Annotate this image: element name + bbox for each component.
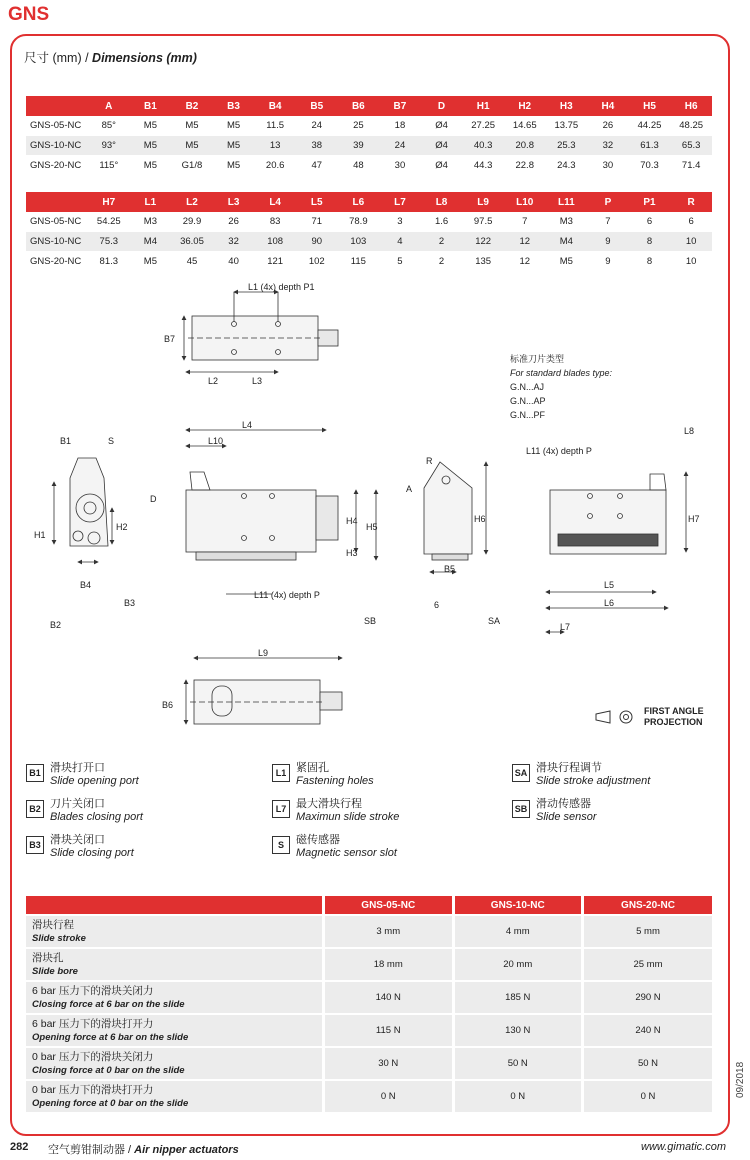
label-l3: L3 [252,376,263,386]
table-cell: 14.65 [504,116,546,136]
spec-row [26,1014,712,1047]
spec-value: 115 N [324,1014,454,1047]
right-view [546,472,686,632]
table-cell: Ø4 [421,156,463,176]
footer-title [48,1141,239,1157]
model-name: GNS-05-NC [26,116,88,136]
legend-item [512,798,597,824]
spec-value: 0 N [453,1080,583,1112]
section-title-cn: 尺寸 (mm) / [24,51,93,65]
column-header: H1 [462,96,504,116]
spec-value: 130 N [453,1014,583,1047]
column-header: H5 [629,96,671,116]
table-row [26,252,712,272]
legend-code: B1 [26,764,44,782]
legend-code: B3 [26,836,44,854]
table-cell: 70.3 [629,156,671,176]
column-header: L3 [213,192,255,212]
table-cell: 30 [587,156,629,176]
label-l7: L7 [560,622,571,632]
spec-label [26,981,324,1014]
table-cell: 38 [296,136,338,156]
spec-row [26,1080,712,1112]
spec-row [26,915,712,948]
projection-line-2: PROJECTION [644,717,703,727]
label-b3: B3 [124,598,136,608]
table-row [26,116,712,136]
table-row [26,212,712,232]
column-header: P1 [629,192,671,212]
spec-label-en: Opening force at 0 bar on the slide [32,1097,189,1109]
legend-cn: 磁传感器 [296,834,340,846]
projection-symbol [594,706,704,728]
model-name: GNS-20-NC [26,156,88,176]
table-cell: 2 [421,232,463,252]
column-header [26,96,88,116]
table-cell: 29.9 [171,212,213,232]
spec-value: 18 mm [324,948,454,981]
model-name: GNS-05-NC [26,212,88,232]
footer-title-cn: 空气剪钳制动器 / [48,1144,135,1156]
spec-value: 140 N [324,981,454,1014]
spec-value: 30 N [324,1047,454,1080]
table-cell: 71 [296,212,338,232]
table-cell: 71.4 [670,156,712,176]
projection-line-1: FIRST ANGLE [644,706,704,716]
column-header: L8 [421,192,463,212]
page-number: 282 [10,1141,29,1153]
column-header: B3 [213,96,255,116]
table-cell: 47 [296,156,338,176]
table-cell: 93° [88,136,130,156]
column-header: B7 [379,96,421,116]
table-cell: 81.3 [88,252,130,272]
label-l6: L6 [604,598,615,608]
table-cell: 12 [504,252,546,272]
table-cell: 20.8 [504,136,546,156]
table-cell: 102 [296,252,338,272]
table-cell: 30 [379,156,421,176]
label-h7: H7 [688,514,700,524]
spec-column-header [26,896,324,915]
spec-value: 25 mm [583,948,713,981]
table-cell: 10 [670,252,712,272]
label-b4: B4 [80,580,92,590]
column-header: L7 [379,192,421,212]
label-d: D [150,494,157,504]
footer-url[interactable]: www.gimatic.com [641,1141,726,1153]
table-cell: 121 [254,252,296,272]
model-name: GNS-10-NC [26,136,88,156]
spec-label [26,1047,324,1080]
table-cell: M4 [130,232,172,252]
section-title-en: Dimensions (mm) [92,51,197,65]
label-l1-depth: L1 (4x) depth P1 [248,282,315,292]
table-cell: 97.5 [462,212,504,232]
legend-item [26,762,139,788]
table-cell: 48.25 [670,116,712,136]
table-cell: 40.3 [462,136,504,156]
spec-label [26,948,324,981]
label-b5: B5 [444,564,456,574]
table-cell: 40 [213,252,255,272]
table-cell: G1/8 [171,156,213,176]
table-cell: 5 [379,252,421,272]
legend-en: Maximun slide stroke [296,811,400,823]
table-cell: 32 [587,136,629,156]
column-header: A [88,96,130,116]
spec-value: 3 mm [324,915,454,948]
column-header: D [421,96,463,116]
legend-item [272,834,397,860]
label-sa: SA [488,616,501,626]
legend-en: Fastening holes [296,775,374,787]
table-cell: 4 [379,232,421,252]
column-header: L9 [462,192,504,212]
table-cell: 78.9 [338,212,380,232]
table-cell: Ø4 [421,136,463,156]
column-header: B4 [254,96,296,116]
table-cell: 9 [587,232,629,252]
label-l5: L5 [604,580,615,590]
legend-code: L1 [272,764,290,782]
label-blades-en: For standard blades type: [510,368,613,378]
label-h4: H4 [346,516,358,526]
label-b7: B7 [164,334,176,344]
legend-cn: 滑块打开口 [50,762,105,774]
legend-cn: 最大滑块行程 [296,798,362,810]
legend-en: Blades closing port [50,811,143,823]
table-cell: M5 [171,116,213,136]
legend-cn: 滑块关闭口 [50,834,105,846]
spec-value: 0 N [583,1080,713,1112]
technical-drawings [26,282,716,742]
footer-title-en: Air nipper actuators [134,1144,239,1156]
table-cell: 115° [88,156,130,176]
spec-row [26,1047,712,1080]
spec-label-en: Slide bore [32,965,78,977]
column-header: L1 [130,192,172,212]
spec-label-cn: 6 bar 压力下的滑块打开力 [32,1017,154,1030]
document-date: 09/2018 [735,1061,746,1098]
table-cell: M5 [213,116,255,136]
legend-cn: 滑动传感器 [536,798,591,810]
legend-en: Slide opening port [50,775,139,787]
label-b6: B6 [162,700,174,710]
table-cell: 20.6 [254,156,296,176]
table-cell: 83 [254,212,296,232]
model-name: GNS-20-NC [26,252,88,272]
table-cell: 6 [670,212,712,232]
spec-value: 50 N [453,1047,583,1080]
spec-label-en: Slide stroke [32,932,86,944]
table-cell: 26 [213,212,255,232]
table-cell: 32 [213,232,255,252]
spec-column-header: GNS-10-NC [453,896,583,915]
table-cell: 44.25 [629,116,671,136]
column-header: B1 [130,96,172,116]
label-l10: L10 [208,436,224,446]
column-header [26,192,88,212]
table-cell: 3 [379,212,421,232]
table-cell: M5 [130,156,172,176]
spec-value: 20 mm [453,948,583,981]
spec-row [26,981,712,1014]
spec-value: 50 N [583,1047,713,1080]
column-header: B5 [296,96,338,116]
spec-column-header: GNS-05-NC [324,896,454,915]
legend-en: Slide stroke adjustment [536,775,651,787]
spec-label-en: Closing force at 6 bar on the slide [32,998,185,1010]
dimensions-table-1 [26,96,712,176]
table-cell: 2 [421,252,463,272]
column-header: R [670,192,712,212]
label-blade-ap: G.N...AP [510,396,546,406]
column-header: L6 [338,192,380,212]
legend-item [272,762,374,788]
bottom-view [186,658,342,724]
table-cell: 9 [587,252,629,272]
spec-label [26,915,324,948]
specifications-table [26,896,712,1112]
label-b1: B1 [60,436,72,446]
table-cell: 18 [379,116,421,136]
legend [26,762,716,872]
column-header: H4 [587,96,629,116]
label-h2: H2 [116,522,128,532]
label-b2: B2 [50,620,62,630]
label-s: S [108,436,115,446]
label-blade-pf: G.N...PF [510,410,546,420]
table-cell: 108 [254,232,296,252]
table-cell: M5 [213,136,255,156]
table-cell: 115 [338,252,380,272]
table-cell: M5 [130,116,172,136]
table-cell: 26 [587,116,629,136]
column-header: L5 [296,192,338,212]
table-cell: M5 [130,136,172,156]
spec-label-cn: 6 bar 压力下的滑块关闭力 [32,984,154,997]
table-cell: 7 [504,212,546,232]
table-cell: 6 [629,212,671,232]
table-cell: M3 [546,212,588,232]
table-cell: 12 [504,232,546,252]
table-cell: 122 [462,232,504,252]
legend-code: S [272,836,290,854]
table-cell: 90 [296,232,338,252]
column-header: H7 [88,192,130,212]
spec-label-cn: 滑块行程 [32,918,74,931]
table-cell: 24 [296,116,338,136]
table-cell: 61.3 [629,136,671,156]
table-cell: 1.6 [421,212,463,232]
legend-en: Magnetic sensor slot [296,847,397,859]
table-cell: 22.8 [504,156,546,176]
table-cell: 36.05 [171,232,213,252]
column-header: H3 [546,96,588,116]
column-header: B2 [171,96,213,116]
dimensions-table-2 [26,192,712,272]
table-cell: 54.25 [88,212,130,232]
table-cell: 48 [338,156,380,176]
spec-value: 240 N [583,1014,713,1047]
table-cell: M4 [546,232,588,252]
legend-code: B2 [26,800,44,818]
brand-title: GNS [8,4,50,25]
column-header: H6 [670,96,712,116]
legend-item [26,798,143,824]
table-cell: M5 [213,156,255,176]
label-a: A [406,484,413,494]
table-cell: 25 [338,116,380,136]
label-six: 6 [434,600,440,610]
spec-label [26,1080,324,1112]
column-header: L2 [171,192,213,212]
table-cell: M3 [130,212,172,232]
first-angle-projection-icon [594,709,638,725]
spec-value: 0 N [324,1080,454,1112]
table-cell: 8 [629,232,671,252]
column-header: L11 [546,192,588,212]
table-cell: 11.5 [254,116,296,136]
table-cell: 75.3 [88,232,130,252]
label-h5: H5 [366,522,378,532]
table-cell: M5 [130,252,172,272]
table-row [26,136,712,156]
spec-label-cn: 滑块孔 [32,951,64,964]
label-blade-aj: G.N...AJ [510,382,545,392]
table-cell: 25.3 [546,136,588,156]
label-h6: H6 [474,514,486,524]
table-cell: 135 [462,252,504,272]
spec-label-cn: 0 bar 压力下的滑块关闭力 [32,1050,154,1063]
label-l8: L8 [684,426,695,436]
label-l9: L9 [258,648,269,658]
spec-column-header: GNS-20-NC [583,896,713,915]
label-blades-cn: 标准刀片类型 [510,354,565,364]
legend-en: Slide closing port [50,847,134,859]
table-row [26,156,712,176]
label-r: R [426,456,433,466]
table-cell: 45 [171,252,213,272]
table-cell: 103 [338,232,380,252]
label-l11-depth-p2: L11 (4x) depth P [526,446,592,456]
table-cell: M5 [171,136,213,156]
table-cell: 7 [587,212,629,232]
table-cell: 65.3 [670,136,712,156]
table-cell: 27.25 [462,116,504,136]
legend-cn: 紧固孔 [296,762,329,774]
model-name: GNS-10-NC [26,232,88,252]
column-header: P [587,192,629,212]
table-cell: M5 [546,252,588,272]
end-view-left [54,458,112,562]
table-cell: 85° [88,116,130,136]
spec-label-cn: 0 bar 压力下的滑块打开力 [32,1083,154,1096]
table-cell: Ø4 [421,116,463,136]
table-cell: 13 [254,136,296,156]
spec-value: 4 mm [453,915,583,948]
label-l11-depth-p: L11 (4x) depth P [254,590,320,600]
column-header: L4 [254,192,296,212]
label-h3: H3 [346,548,358,558]
spec-label-en: Closing force at 0 bar on the slide [32,1064,185,1076]
section-title [24,48,197,66]
spec-value: 290 N [583,981,713,1014]
table-cell: 13.75 [546,116,588,136]
spec-value: 185 N [453,981,583,1014]
table-cell: 24.3 [546,156,588,176]
spec-label-en: Opening force at 6 bar on the slide [32,1031,189,1043]
legend-en: Slide sensor [536,811,597,823]
legend-code: SA [512,764,530,782]
legend-cn: 滑块行程调节 [536,762,602,774]
legend-item [26,834,134,860]
column-header: B6 [338,96,380,116]
column-header: L10 [504,192,546,212]
table-cell: 24 [379,136,421,156]
table-cell: 10 [670,232,712,252]
spec-row [26,948,712,981]
legend-item [272,798,399,824]
legend-code: L7 [272,800,290,818]
label-sb: SB [364,616,377,626]
label-l4: L4 [242,420,253,430]
spec-label [26,1014,324,1047]
legend-item [512,762,650,788]
table-cell: 39 [338,136,380,156]
spec-value: 5 mm [583,915,713,948]
column-header: H2 [504,96,546,116]
front-view [186,430,376,594]
table-cell: 8 [629,252,671,272]
legend-code: SB [512,800,530,818]
table-cell: 44.3 [462,156,504,176]
table-row [26,232,712,252]
legend-cn: 刀片关闭口 [50,798,105,810]
top-view [184,292,338,372]
label-h1: H1 [34,530,46,540]
label-l2: L2 [208,376,219,386]
